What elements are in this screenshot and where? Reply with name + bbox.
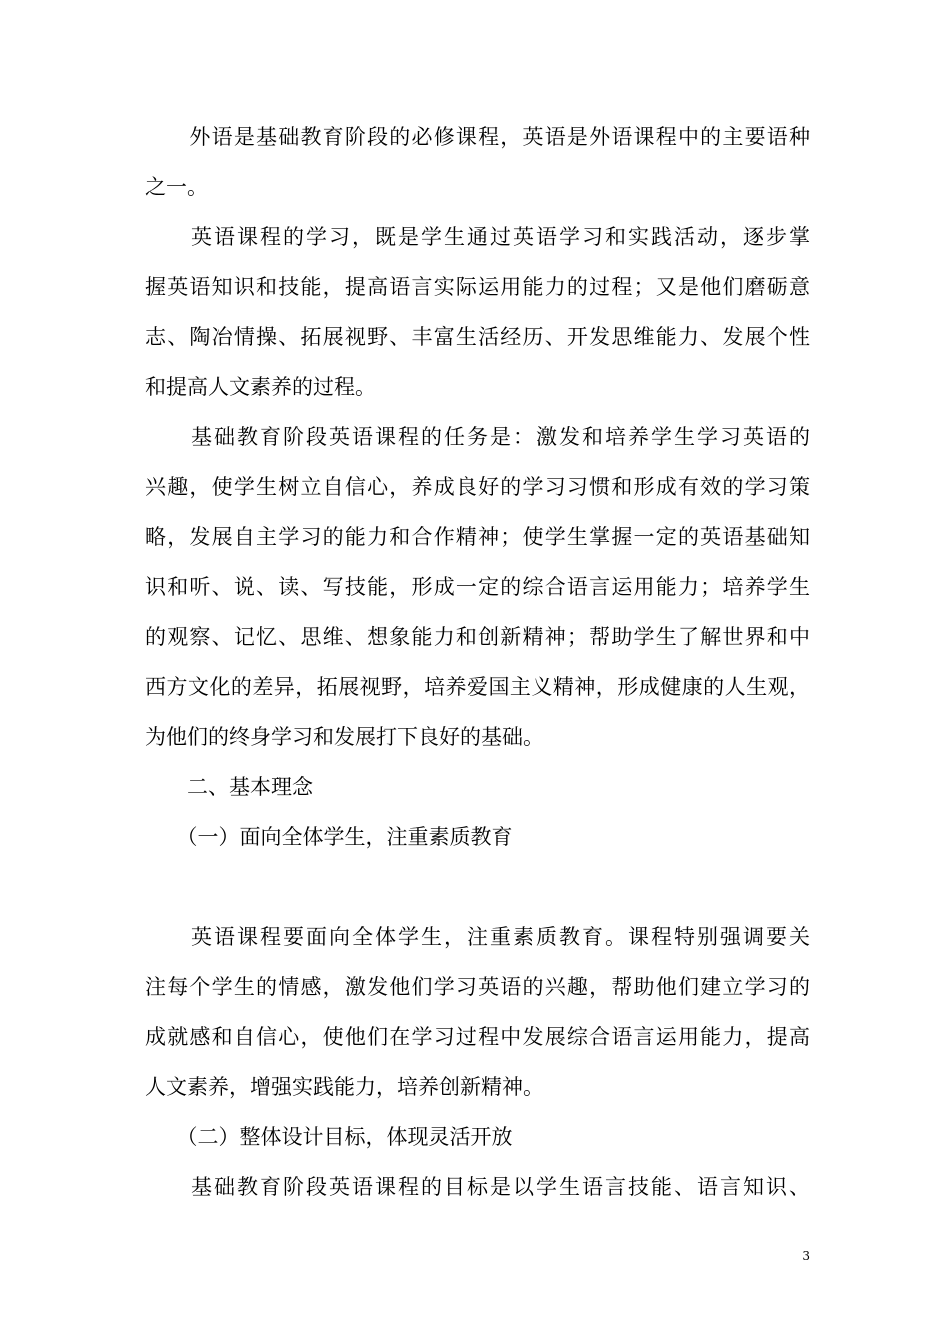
paragraph-line: 略，发展自主学习的能力和合作精神；使学生掌握一定的英语基础知 bbox=[145, 525, 810, 549]
paragraph-line: 基础教育阶段英语课程的目标是以学生语言技能、语言知识、 bbox=[145, 1175, 810, 1199]
paragraph-line: 之一。 bbox=[145, 175, 208, 199]
paragraph-line: 识和听、说、读、写技能，形成一定的综合语言运用能力；培养学生 bbox=[145, 575, 810, 599]
paragraph-line: 注每个学生的情感，激发他们学习英语的兴趣，帮助他们建立学习的 bbox=[145, 975, 810, 999]
paragraph-line: 人文素养，增强实践能力，培养创新精神。 bbox=[145, 1075, 544, 1099]
paragraph-line: 的观察、记忆、思维、想象能力和创新精神；帮助学生了解世界和中 bbox=[145, 625, 810, 649]
paragraph-line: 外语是基础教育阶段的必修课程，英语是外语课程中的主要语种 bbox=[145, 125, 810, 149]
paragraph-line: 兴趣，使学生树立自信心，养成良好的学习习惯和形成有效的学习策 bbox=[145, 475, 810, 499]
paragraph-line: 成就感和自信心，使他们在学习过程中发展综合语言运用能力，提高 bbox=[145, 1025, 810, 1049]
page-number: 3 bbox=[802, 1249, 810, 1263]
paragraph-line: 志、陶冶情操、拓展视野、丰富生活经历、开发思维能力、发展个性 bbox=[145, 325, 810, 349]
paragraph-line: 握英语知识和技能，提高语言实际运用能力的过程；又是他们磨砺意 bbox=[145, 275, 810, 299]
paragraph-line: 英语课程要面向全体学生，注重素质教育。课程特别强调要关 bbox=[145, 925, 810, 949]
paragraph-line: 基础教育阶段英语课程的任务是：激发和培养学生学习英语的 bbox=[145, 425, 810, 449]
section-heading: 二、基本理念 bbox=[145, 775, 313, 799]
paragraph-line: 和提高人文素养的过程。 bbox=[145, 375, 376, 399]
paragraph-line: 西方文化的差异，拓展视野，培养爱国主义精神，形成健康的人生观， bbox=[145, 675, 810, 699]
subsection-heading: （一）面向全体学生，注重素质教育 bbox=[145, 825, 513, 849]
subsection-heading: （二）整体设计目标，体现灵活开放 bbox=[145, 1125, 513, 1149]
paragraph-line: 为他们的终身学习和发展打下良好的基础。 bbox=[145, 725, 544, 749]
paragraph-line: 英语课程的学习，既是学生通过英语学习和实践活动，逐步掌 bbox=[145, 225, 810, 249]
